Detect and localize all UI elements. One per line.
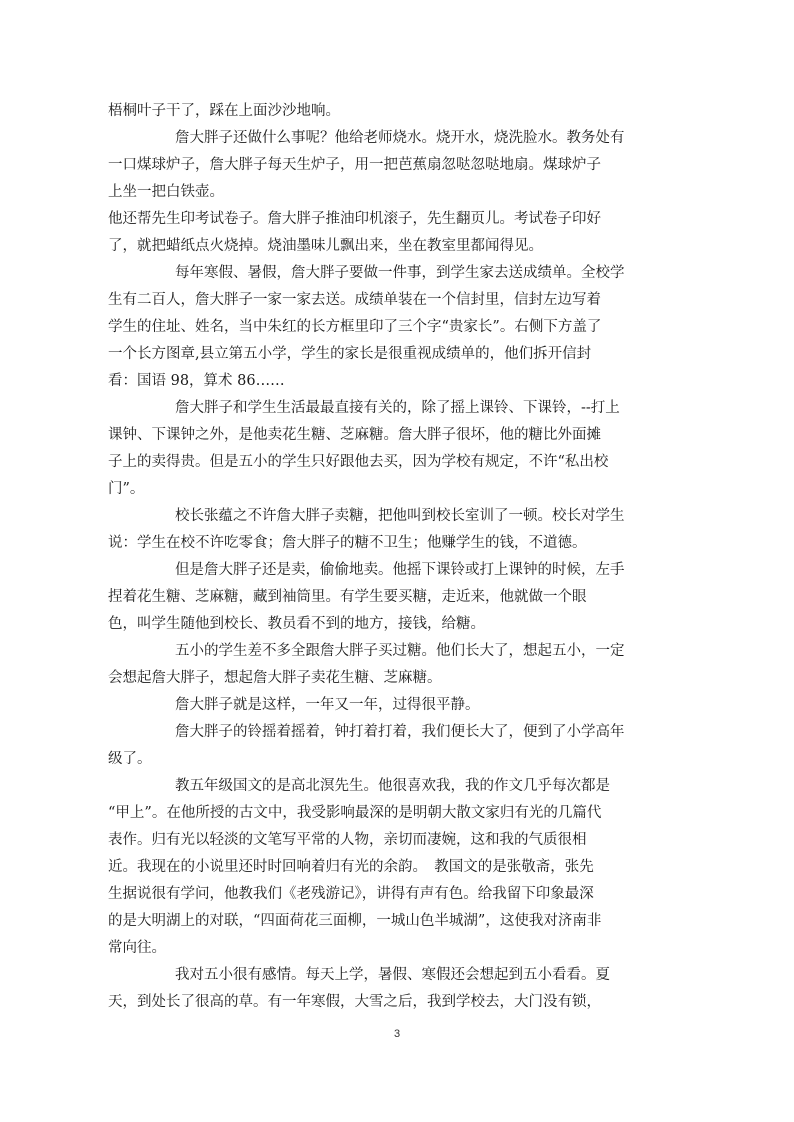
text-line: 詹大胖子和学生生活最最直接有关的，除了摇上课铃、下课铃，--打上 (175, 400, 620, 416)
text-line: 每年寒假、暑假，詹大胖子要做一件事，到学生家去送成绩单。全校学 (175, 265, 625, 281)
text-line: 天，到处长了很高的草。有一年寒假，大雪之后，我到学校去，大门没有锁， (108, 994, 601, 1010)
text-line: 生据说很有学问，他教我们《老残游记》，讲得有声有色。给我留下印象最深 (108, 886, 594, 902)
page-number: 3 (393, 1028, 401, 1040)
text-line: 詹大胖子还做什么事呢？他给老师烧水。烧开水，烧洗脸水。教务处有 (175, 130, 625, 146)
text-line: 教五年级国文的是高北溟先生。他很喜欢我，我的作文几乎每次都是 (175, 778, 610, 794)
text-line: 了，就把蜡纸点火烧掉。烧油墨味儿飘出来，坐在教室里都闻得见。 (108, 238, 543, 254)
text-line: 近。我现在的小说里还时时回响着归有光的余韵。 教国文的是张敬斋，张先 (108, 859, 594, 875)
text-line: 的是大明湖上的对联，“四面荷花三面柳，一城山色半城湖”，这使我对济南非 (108, 913, 602, 929)
text-line: 他还帮先生印考试卷子。詹大胖子推油印机滚子，先生翻页儿。考试卷子印好 (108, 211, 601, 227)
text-line: 詹大胖子就是这样，一年又一年，过得很平静。 (175, 697, 480, 713)
text-line: 校长张蕴之不许詹大胖子卖糖，把他叫到校长室训了一顿。校长对学生 (175, 508, 625, 524)
text-line: 学生的住址、姓名，当中朱红的长方框里印了三个字“贵家长”。右侧下方盖了 (108, 319, 602, 335)
text-line: 上坐一把白铁壶。 (108, 184, 224, 200)
text-line: 说：学生在校不许吃零食；詹大胖子的糖不卫生；他赚学生的钱，不道德。 (108, 535, 587, 551)
text-line: 生有二百人，詹大胖子一家一家去送。成绩单装在一个信封里，信封左边写着 (108, 292, 601, 308)
text-line: 一个长方图章,县立第五小学，学生的家长是很重视成绩单的，他们拆开信封 (108, 346, 592, 362)
text-line: 捏着花生糖、芝麻糖，藏到袖筒里。有学生要买糖，走近来，他就做一个眼 (108, 589, 587, 605)
text-line: 五小的学生差不多全跟詹大胖子买过糖。他们长大了，想起五小，一定 (175, 643, 625, 659)
text-line: 梧桐叶子干了，踩在上面沙沙地响。 (108, 103, 340, 119)
text-line: 但是詹大胖子还是卖，偷偷地卖。他摇下课铃或打上课钟的时候，左手 (175, 562, 625, 578)
text-line: “甲上”。在他所授的古文中，我受影响最深的是明朝大散文家归有光的几篇代 (108, 805, 602, 821)
text-line: 我对五小很有感情。每天上学，暑假、寒假还会想起到五小看看。夏 (175, 967, 610, 983)
text-line: 詹大胖子的铃摇着摇着，钟打着打着，我们便长大了，便到了小学高年 (175, 724, 625, 740)
text-line: 课钟、下课钟之外，是他卖花生糖、芝麻糖。詹大胖子很坏，他的糖比外面摊 (108, 427, 601, 443)
text-line: 一口煤球炉子，詹大胖子每天生炉子，用一把芭蕉扇忽哒忽哒地扇。煤球炉子 (108, 157, 601, 173)
text-line: 会想起詹大胖子，想起詹大胖子卖花生糖、芝麻糖。 (108, 670, 442, 686)
text-line: 门”。 (108, 481, 145, 497)
text-line: 色，叫学生随他到校长、教员看不到的地方，接钱，给糖。 (108, 616, 485, 632)
text-line: 常向往。 (108, 940, 166, 956)
text-line: 级了。 (108, 751, 152, 767)
text-line: 看：国语 98，算术 86…… (108, 373, 285, 389)
text-line: 子上的卖得贵。但是五小的学生只好跟他去买，因为学校有规定，不许“私出校 (108, 454, 609, 470)
text-line: 表作。归有光以轻淡的文笔写平常的人物，亲切而凄婉，这和我的气质很相 (108, 832, 587, 848)
